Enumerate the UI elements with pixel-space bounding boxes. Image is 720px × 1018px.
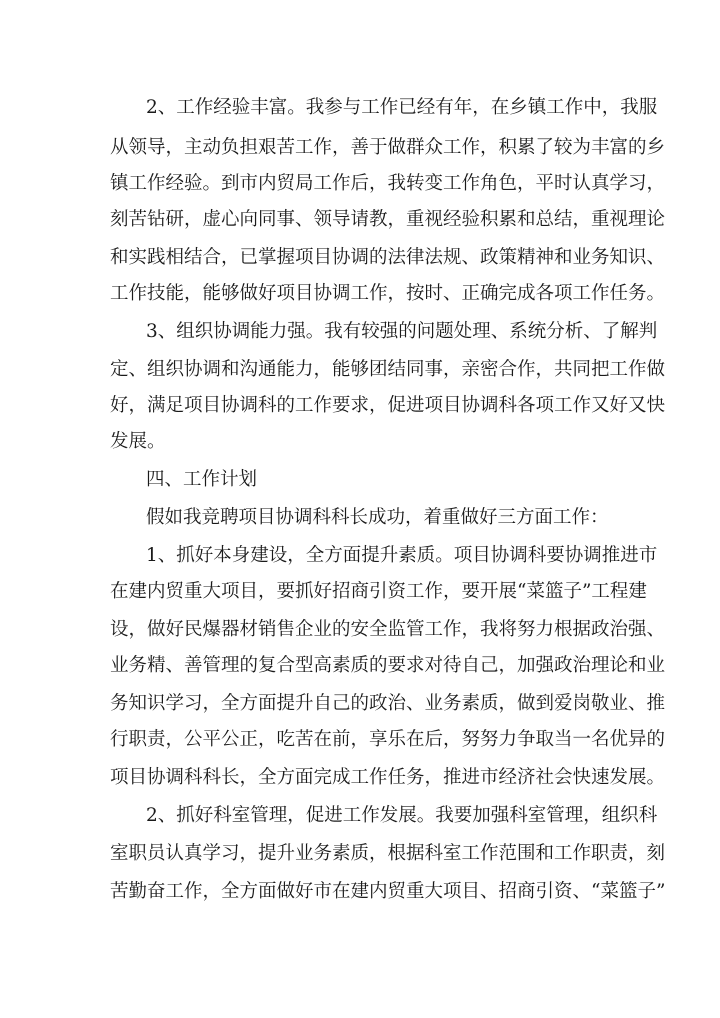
paragraph-line: 项目协调科科长，全方面完成工作任务，推进市经济社会快速发展。 <box>110 767 666 788</box>
paragraph-line: 务知识学习，全方面提升自己的政治、业务素质，做到爱岗敬业、推 <box>110 693 666 714</box>
paragraph-line: 3、组织协调能力强。我有较强的问题处理、系统分析、了解判 <box>146 321 658 342</box>
paragraph-line: 行职责，公平公正，吃苦在前，享乐在后，努努力争取当一名优异的 <box>110 729 666 750</box>
paragraph-line: 和实践相结合，已掌握项目协调的法律法规、政策精神和业务知识、 <box>110 247 666 268</box>
paragraph-line: 苦勤奋工作，全方面做好市在建内贸重大项目、招商引资、“菜篮子” <box>110 881 666 902</box>
paragraph-line: 发展。 <box>110 431 166 452</box>
paragraph-line: 镇工作经验。到市内贸局工作后，我转变工作角色，平时认真学习， <box>110 173 666 194</box>
paragraph-line: 室职员认真学习，提升业务素质，根据科室工作范围和工作职责，刻 <box>110 843 666 864</box>
paragraph-line: 工作技能，能够做好项目协调工作，按时、正确完成各项工作任务。 <box>110 283 666 304</box>
paragraph-line: 定、组织协调和沟通能力，能够团结同事，亲密合作，共同把工作做 <box>110 359 666 380</box>
paragraph-line: 假如我竞聘项目协调科科长成功，着重做好三方面工作： <box>146 507 609 528</box>
paragraph-line: 刻苦钻研，虚心向同事、领导请教，重视经验积累和总结，重视理论 <box>110 209 666 230</box>
paragraph-line: 好，满足项目协调科的工作要求，促进项目协调科各项工作又好又快 <box>110 395 666 416</box>
section-heading: 四、工作计划 <box>146 469 258 490</box>
paragraph-line: 2、工作经验丰富。我参与工作已经有年，在乡镇工作中，我服 <box>146 97 658 118</box>
paragraph-line: 在建内贸重大项目，要抓好招商引资工作，要开展“菜篮子”工程建 <box>110 581 647 602</box>
paragraph-line: 1、抓好本身建设，全方面提升素质。项目协调科要协调推进市 <box>146 545 658 566</box>
paragraph-line: 设，做好民爆器材销售企业的安全监管工作，我将努力根据政治强、 <box>110 619 666 640</box>
paragraph-line: 业务精、善管理的复合型高素质的要求对待自己，加强政治理论和业 <box>110 655 666 676</box>
paragraph-line: 2、抓好科室管理，促进工作发展。我要加强科室管理，组织科 <box>146 805 658 826</box>
paragraph-line: 从领导，主动负担艰苦工作，善于做群众工作，积累了较为丰富的乡 <box>110 137 666 158</box>
